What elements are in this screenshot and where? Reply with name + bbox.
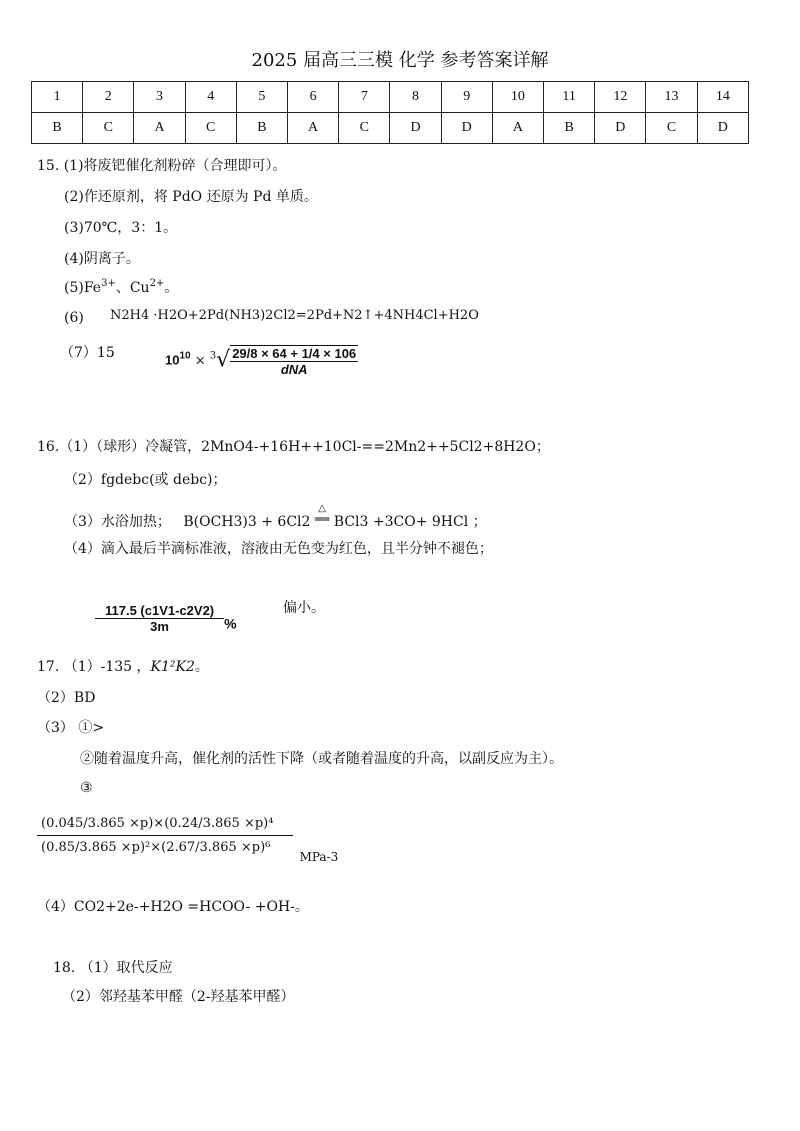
q16-note: 偏小。 xyxy=(283,600,325,616)
q15-part6-equation: N2H4 ·H2O+2Pd(NH3)2Cl2=2Pd+N2↑+4NH4Cl+H2O xyxy=(110,308,479,323)
q17-part1 xyxy=(37,656,209,676)
answer-key-number-cell: 1 xyxy=(32,82,83,113)
q16-part3-end: ； xyxy=(472,514,487,530)
heat-triangle-icon: △ xyxy=(318,503,326,514)
q16-part3-label: （3）水浴加热； xyxy=(64,514,171,530)
q15-part4: (4)阴离子。 xyxy=(64,251,140,267)
answer-key-answer-row xyxy=(32,113,749,144)
q17-part2: （2）BD xyxy=(37,690,96,706)
q15-part5 xyxy=(64,277,178,297)
q16-part3 xyxy=(64,504,487,531)
page-title: 2025 届高三三模 化学 参考答案详解 xyxy=(251,50,549,71)
q15-part7-exp: 10 xyxy=(179,350,191,362)
answer-key-number-cell: 7 xyxy=(339,82,390,113)
q15-part5-sup1: 3+ xyxy=(101,278,116,289)
q16-part1: 16.（1）（球形）冷凝管，2MnO4-+16H++10Cl-==2Mn2++5Cl2+8H2O； xyxy=(37,439,550,455)
q17-kp-expression xyxy=(37,814,338,864)
answer-key-number-cell: 12 xyxy=(595,82,646,113)
q17-kp-fraction xyxy=(37,814,293,857)
q15-part5-text-a: (5)Fe xyxy=(64,280,102,296)
q15-part7-base: 10 xyxy=(165,352,180,368)
q16-fraction-numerator: 117.5 (c1V1-c2V2) xyxy=(95,603,224,619)
q15-part5-text-b: 、Cu xyxy=(115,280,150,296)
answer-key-answer-cell: C xyxy=(83,113,134,144)
answer-key-number-cell: 4 xyxy=(185,82,236,113)
answer-key-answer-cell: A xyxy=(288,113,339,144)
answer-key-number-row xyxy=(32,82,749,113)
answer-key-answer-cell: B xyxy=(544,113,595,144)
q16-part3-eq-arrow xyxy=(315,504,329,524)
q18-part2: （2）邻羟基苯甲醛（2-羟基苯甲醛） xyxy=(62,989,295,1005)
q15-part2: (2)作还原剂，将 PdO 还原为 Pd 单质。 xyxy=(64,189,318,205)
q17-part4: （4）CO2+2e-+H2O =HCOO- +OH-。 xyxy=(37,899,309,915)
q17-part3: （3） ①> xyxy=(37,720,105,736)
q15-part3: (3)70℃，3：1。 xyxy=(64,220,178,236)
answer-key-number-cell: 8 xyxy=(390,82,441,113)
answer-key-answer-cell: C xyxy=(646,113,697,144)
q15-part7-fraction xyxy=(230,345,358,377)
q17-kp-denominator: (0.85/3.865 ×p)²×(2.67/3.865 ×p)⁶ xyxy=(41,840,271,855)
answer-key-number-cell: 14 xyxy=(697,82,748,113)
q15-part7-label: （7）15 xyxy=(60,345,115,361)
radical-sign-icon: √ xyxy=(216,347,231,373)
answer-key-number-cell: 3 xyxy=(134,82,185,113)
q16-fraction xyxy=(95,603,224,634)
q15-part5-sup2: 2+ xyxy=(149,278,165,289)
q16-part3-eq-right: BCl3 +3CO+ 9HCl xyxy=(333,514,469,530)
q15-part1: 15. (1)将废钯催化剂粉碎（合理即可）。 xyxy=(37,158,287,174)
answer-key-answer-cell: A xyxy=(492,113,543,144)
answer-key-answer-cell: C xyxy=(185,113,236,144)
answer-key-answer-cell: D xyxy=(390,113,441,144)
q15-part7-denominator: dNA xyxy=(280,362,308,377)
answer-key-answer-cell: D xyxy=(697,113,748,144)
q17-part1-end: 。 xyxy=(194,659,209,675)
answer-key-number-cell: 11 xyxy=(544,82,595,113)
q16-fraction-denominator: 3m xyxy=(150,619,169,634)
answer-key-answer-cell: C xyxy=(339,113,390,144)
q15-part7-numerator: 29/8 × 64 + 1/4 × 106 xyxy=(232,346,357,361)
q16-part3-eq-left: B(OCH3)3 + 6Cl2 xyxy=(183,514,311,530)
answer-key-answer-cell: D xyxy=(595,113,646,144)
q17-part3-note: ②随着温度升高，催化剂的活性下降（或者随着温度的升高，以副反应为主）。 xyxy=(80,751,563,767)
q16-percent: % xyxy=(224,615,237,632)
answer-key-answer-cell: D xyxy=(441,113,492,144)
answer-key-number-cell: 9 xyxy=(441,82,492,113)
q17-part1-k: K1²K2 xyxy=(150,659,195,675)
answer-key-answer-cell: B xyxy=(32,113,83,144)
answer-key-number-cell: 5 xyxy=(236,82,287,113)
double-equals-icon: ══ xyxy=(314,512,330,526)
q17-part3-marker: ③ xyxy=(80,780,93,796)
q15-part7-formula xyxy=(165,345,358,377)
q17-part1-text: 17. （1）-135 ， xyxy=(37,659,151,675)
q17-kp-unit: MPa-3 xyxy=(299,850,339,864)
q17-kp-numerator: (0.045/3.865 ×p)×(0.24/3.865 ×p)⁴ xyxy=(37,814,293,836)
answer-key-answer-cell: B xyxy=(236,113,287,144)
answer-key-number-cell: 13 xyxy=(646,82,697,113)
q15-part7-root-index: 3 xyxy=(209,350,217,362)
q16-part4: （4）滴入最后半滴标准液，溶液由无色变为红色，且半分钟不褪色； xyxy=(64,541,493,557)
q15-part6-label: (6) xyxy=(64,310,84,326)
q18-part1: 18. （1）取代反应 xyxy=(53,960,173,976)
answer-key-number-cell: 2 xyxy=(83,82,134,113)
answer-key-number-cell: 6 xyxy=(288,82,339,113)
answer-key-number-cell: 10 xyxy=(492,82,543,113)
q16-part2: （2）fgdebc(或 debc)； xyxy=(64,472,227,488)
answer-key-table xyxy=(31,81,749,144)
q15-part5-text-c: 。 xyxy=(164,280,179,296)
q15-part7-times: × xyxy=(194,353,206,369)
answer-key-answer-cell: A xyxy=(134,113,185,144)
q16-expression xyxy=(95,603,237,634)
